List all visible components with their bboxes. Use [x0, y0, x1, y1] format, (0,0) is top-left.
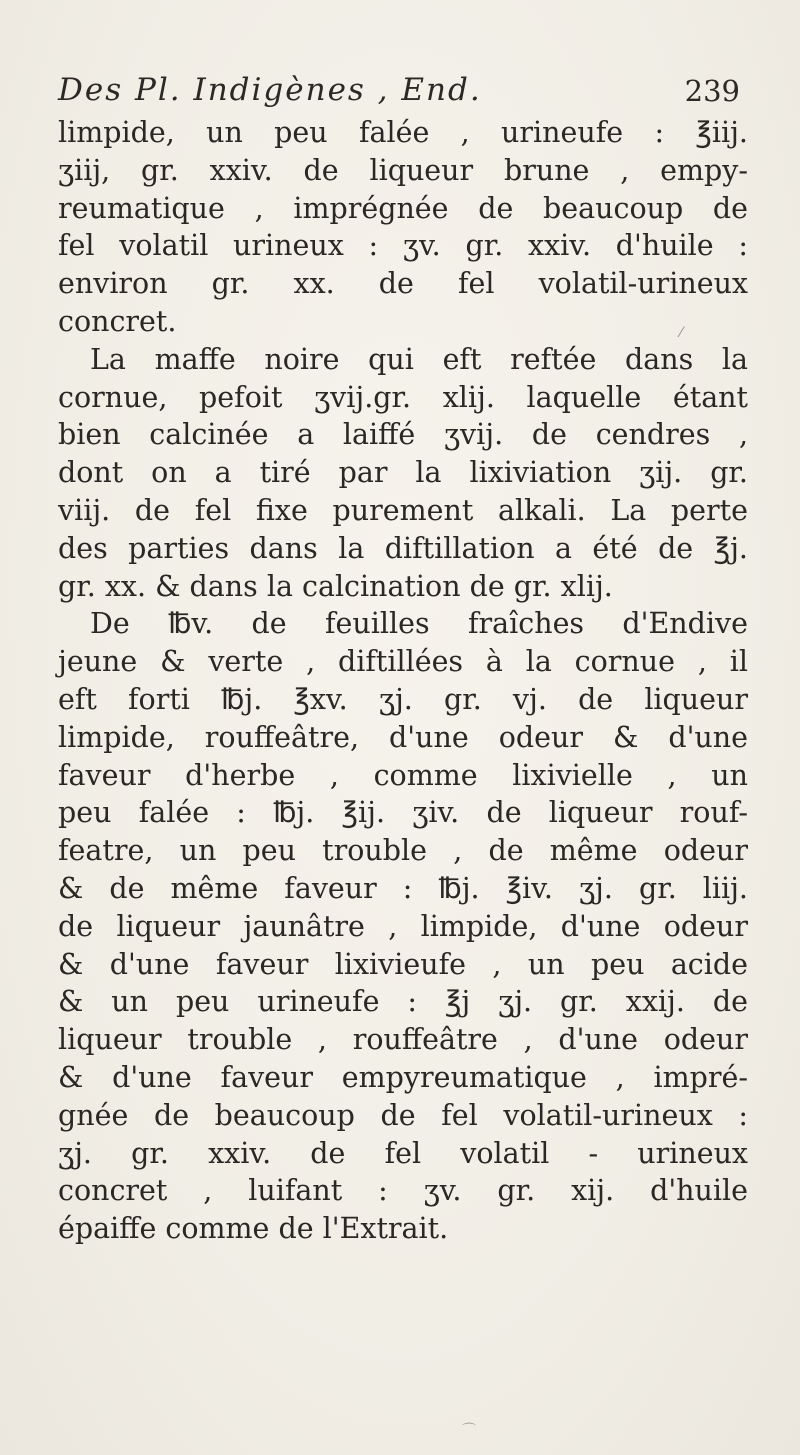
paragraph-start-line: La maffe noire qui eft reftée dans la	[90, 342, 748, 376]
text-line: concret , luifant : ʒv. gr. xij. d'huile	[58, 1174, 748, 1208]
text-line: liqueur trouble , rouffeâtre , d'une odeur	[58, 1023, 748, 1057]
text-line: & de même faveur : ℔j. ℥iv. ʒj. gr. liij.	[58, 871, 748, 905]
text-line: gnée de beaucoup de fel volatil-urineux :	[58, 1098, 748, 1132]
text-line: reumatique , imprégnée de beaucoup de	[58, 191, 748, 225]
text-line: environ gr. xx. de fel volatil-urineux	[58, 267, 748, 301]
text-line: ʒj. gr. xxiv. de fel volatil - urineux	[58, 1136, 748, 1170]
page-number: 239	[684, 74, 740, 108]
text-line: ʒiij, gr. xxiv. de liqueur brune , empy-	[58, 153, 748, 187]
text-line: limpide, un peu falée , urineufe : ℥iij.	[58, 116, 748, 149]
page-header	[58, 70, 758, 114]
text-line: fel volatil urineux : ʒv. gr. xxiv. d'huile :	[58, 229, 748, 263]
running-title: Des Pl. Indigènes , End.	[58, 72, 482, 108]
text-line: jeune & verte , diftillées à la cornue , il	[58, 645, 748, 679]
body-text	[58, 114, 748, 1248]
text-line: & un peu urineufe : ℥j ʒj. gr. xxij. de	[58, 985, 748, 1019]
text-line: & d'une faveur empyreumatique , impré-	[58, 1060, 748, 1094]
text-line: peu falée : ℔j. ℥ij. ʒiv. de liqueur rouf-	[58, 796, 748, 830]
text-line: faveur d'herbe , comme lixivielle , un	[58, 758, 748, 792]
text-line: & d'une faveur lixivieufe , un peu acide	[58, 947, 748, 981]
text-line: eft forti ℔j. ℥xv. ʒj. gr. vj. de liqueur	[58, 682, 748, 716]
text-line: cornue, pefoit ʒvij.gr. xlij. laquelle étant	[58, 380, 748, 414]
text-line: épaiffe comme de l'Extrait.	[58, 1212, 449, 1246]
text-line: gr. xx. & dans la calcination de gr. xlij.	[58, 569, 613, 603]
text-line: de liqueur jaunâtre , limpide, d'une odeur	[58, 909, 748, 943]
text-line: des parties dans la diftillation a été de ℥j.	[58, 531, 748, 565]
text-line: bien calcinée a laiffé ʒvij. de cendres ,	[58, 418, 748, 452]
text-line: limpide, rouffeâtre, d'une odeur & d'une	[58, 720, 748, 754]
paragraph-start-line: De ℔v. de feuilles fraîches d'Endive	[90, 607, 748, 641]
text-line: featre, un peu trouble , de même odeur	[58, 834, 748, 868]
text-line: concret.	[58, 304, 177, 338]
text-line: dont on a tiré par la lixiviation ʒij. gr.	[58, 456, 748, 490]
ink-speck: ⌒	[462, 1423, 476, 1439]
text-line: viij. de fel fixe purement alkali. La perte	[58, 493, 748, 527]
ink-speck: ⁄	[680, 325, 683, 341]
